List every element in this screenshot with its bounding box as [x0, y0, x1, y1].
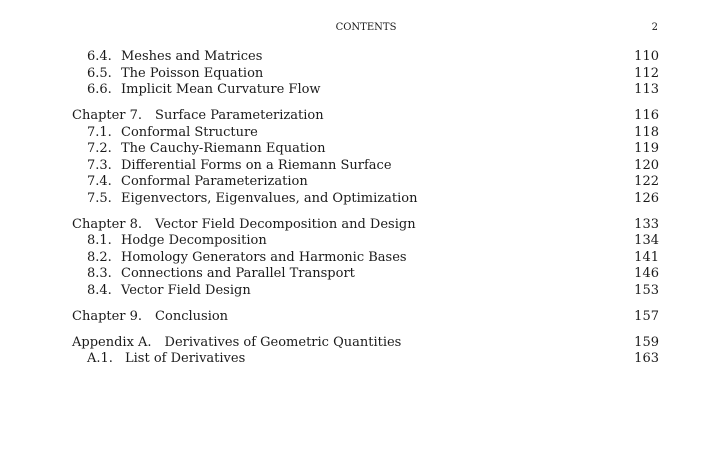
page-ref: 126 — [634, 190, 659, 206]
toc-entry-7-1[interactable] — [72, 125, 659, 142]
toc-entry-6-4[interactable] — [72, 49, 659, 66]
section-title: Conformal Structure — [121, 124, 258, 140]
section-number: 8.4. — [87, 282, 112, 298]
toc-entry-6-6[interactable] — [72, 82, 659, 99]
section-title: Meshes and Matrices — [121, 49, 263, 64]
section-number: 6.5. — [87, 65, 112, 81]
toc-entry-a-1[interactable] — [72, 351, 659, 368]
section-title: Implicit Mean Curvature Flow — [121, 82, 321, 97]
page-ref: 134 — [634, 233, 659, 248]
toc-chapter-9[interactable] — [72, 309, 659, 326]
page-ref: 116 — [634, 108, 659, 123]
section-number: 6.4. — [87, 49, 112, 64]
section-title: Homology Generators and Harmonic Bases — [121, 249, 407, 265]
page-ref: 153 — [634, 282, 659, 298]
section-number: 7.3. — [87, 157, 112, 173]
section-number: 8.3. — [87, 266, 112, 281]
chapter-title: Chapter 8. Vector Field Decomposition and Design — [72, 216, 416, 232]
page-number: 2 — [651, 22, 658, 33]
section-title: Hodge Decomposition — [121, 233, 267, 248]
toc-entry-7-3[interactable] — [72, 158, 659, 175]
section-number: 7.4. — [87, 174, 112, 189]
section-number: 7.5. — [87, 190, 112, 206]
section-title: Differential Forms on a Riemann Surface — [121, 157, 392, 173]
running-header — [0, 22, 704, 36]
section-title: The Cauchy-Riemann Equation — [121, 141, 326, 156]
page-ref: 163 — [634, 351, 659, 366]
page-ref: 157 — [634, 308, 659, 324]
page-ref: 119 — [634, 141, 659, 156]
section-title: Connections and Parallel Transport — [121, 266, 355, 281]
toc-entry-8-3[interactable] — [72, 266, 659, 283]
appendix-title: Appendix A. Derivatives of Geometric Quantities — [72, 334, 402, 350]
running-title: CONTENTS — [335, 22, 397, 33]
toc-appendix-a[interactable] — [72, 335, 659, 352]
page-ref: 159 — [634, 334, 659, 350]
page-ref: 141 — [634, 249, 659, 265]
section-number: A.1. — [87, 351, 113, 366]
page-ref: 120 — [634, 157, 659, 173]
page-ref: 110 — [634, 49, 659, 64]
section-number: 8.2. — [87, 249, 112, 265]
page-ref: 133 — [634, 216, 659, 232]
page-ref: 113 — [634, 82, 659, 97]
toc-chapter-7[interactable] — [72, 108, 659, 125]
toc-entry-8-4[interactable] — [72, 283, 659, 300]
section-title: List of Derivatives — [125, 351, 246, 366]
section-title: Vector Field Design — [121, 282, 251, 298]
section-number: 7.2. — [87, 141, 112, 156]
table-of-contents — [72, 49, 659, 368]
section-number: 6.6. — [87, 82, 112, 97]
section-title: The Poisson Equation — [121, 65, 264, 81]
toc-entry-7-5[interactable] — [72, 191, 659, 208]
page-ref: 122 — [634, 174, 659, 189]
toc-entry-7-2[interactable] — [72, 141, 659, 158]
page-ref: 112 — [634, 65, 659, 81]
toc-chapter-8[interactable] — [72, 217, 659, 234]
chapter-title: Chapter 7. Surface Parameterization — [72, 108, 324, 123]
toc-entry-8-2[interactable] — [72, 250, 659, 267]
section-number: 8.1. — [87, 233, 112, 248]
section-title: Eigenvectors, Eigenvalues, and Optimization — [121, 190, 418, 206]
page-ref: 118 — [634, 124, 659, 140]
page-ref: 146 — [634, 266, 659, 281]
toc-entry-6-5[interactable] — [72, 66, 659, 83]
toc-entry-8-1[interactable] — [72, 233, 659, 250]
chapter-title: Chapter 9. Conclusion — [72, 308, 229, 324]
toc-entry-7-4[interactable] — [72, 174, 659, 191]
section-title: Conformal Parameterization — [121, 174, 308, 189]
section-number: 7.1. — [87, 124, 112, 140]
